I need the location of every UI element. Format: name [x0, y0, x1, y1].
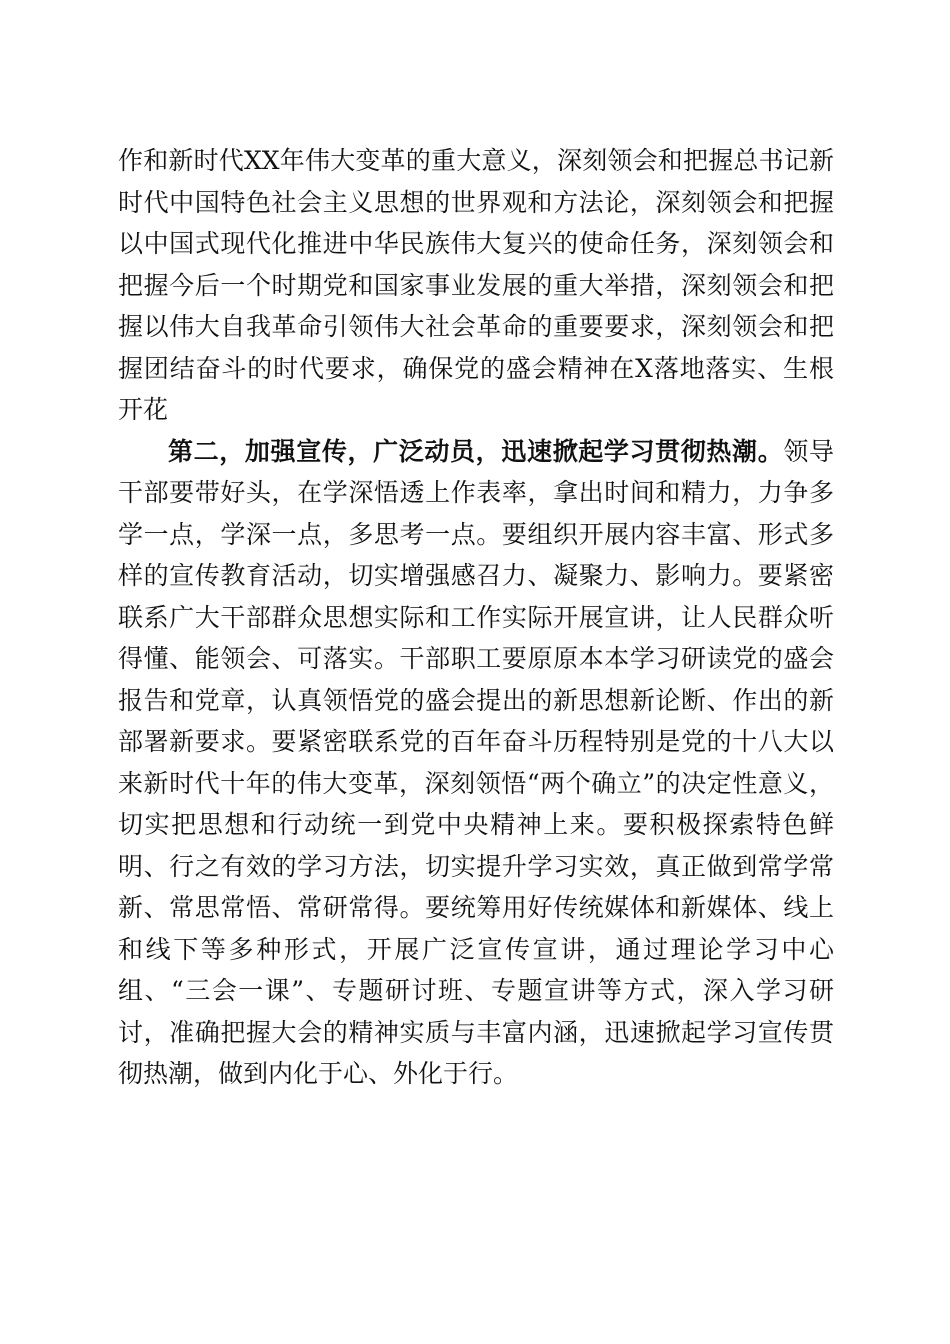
paragraph-heading-second: 第二，加强宣传，广泛动员，迅速掀起学习贯彻热潮。 — [168, 436, 784, 466]
paragraph-continuation: 作和新时代XX年伟大变革的重大意义，深刻领会和把握总书记新时代中国特色社会主义思想的世界观和方法论，深刻领会和把握以中国式现代化推进中华民族伟大复兴的使命任务，深刻领会和把握今后一个时期党和国家事业发展的重大举措，深刻领会和把握以伟大自我革命引领伟大社会革命的重要要求，深刻领会和把握团结奋斗的时代要求，确保党的盛会精神在X落地落实、生根开花 — [118, 146, 834, 424]
paragraph-second-point — [118, 431, 834, 1095]
paragraph-body-second: 领导干部要带好头，在学深悟透上作表率，拿出时间和精力，力争多学一点，学深一点，多思考一点。要组织开展内容丰富、形式多样的宣传教育活动，切实增强感召力、凝聚力、影响力。要紧密联系广大干部群众思想实际和工作实际开展宣讲，让人民群众听得懂、能领会、可落实。干部职工要原原本本学习研读党的盛会报告和党章，认真领悟党的盛会提出的新思想新论断、作出的新部署新要求。要紧密联系党的百年奋斗历程特别是党的十八大以来新时代十年的伟大变革，深刻领悟“两个确立”的决定性意义，切实把思想和行动统一到党中央精神上来。要积极探索特色鲜明、行之有效的学习方法，切实提升学习实效，真正做到常学常新、常思常悟、常研常得。要统筹用好传统媒体和新媒体、线上和线下等多种形式，开展广泛宣传宣讲，通过理论学习中心组、“三会一课”、专题研讨班、专题宣讲等方式，深入学习研讨，准确把握大会的精神实质与丰富内涵，迅速掀起学习宣传贯彻热潮，做到内化于心、外化于行。 — [118, 436, 834, 1088]
document-body — [118, 140, 834, 1095]
